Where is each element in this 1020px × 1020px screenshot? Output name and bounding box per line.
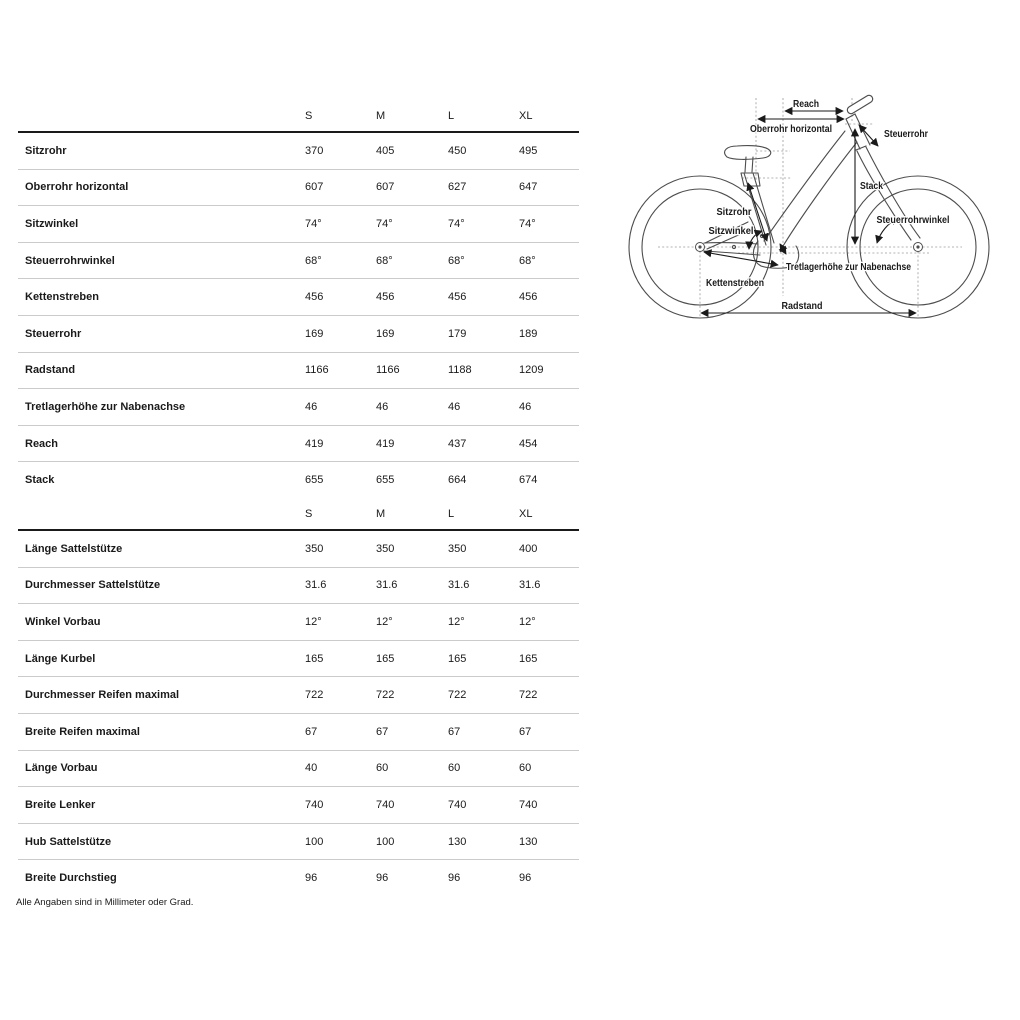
geometry-row-label: Länge Kurbel <box>25 652 96 665</box>
geometry-row-label: Winkel Vorbau <box>25 615 101 628</box>
geometry-value: 740 <box>448 798 467 811</box>
stack-label: Stack <box>860 180 884 192</box>
geometry-row <box>18 462 579 498</box>
geometry-value: 350 <box>376 542 395 555</box>
geometry-row <box>18 604 579 641</box>
geometry-row <box>18 316 579 353</box>
geometry-value: 1209 <box>519 364 544 377</box>
geometry-row <box>18 677 579 714</box>
geometry-row <box>18 824 579 861</box>
geometry-value: 46 <box>376 400 389 413</box>
geometry-row-label: Kettenstreben <box>25 291 99 304</box>
geometry-value: 419 <box>376 437 395 450</box>
geometry-row <box>18 426 579 463</box>
geometry-row-label: Oberrohr horizontal <box>25 181 129 194</box>
geometry-value: 74° <box>519 217 536 230</box>
geometry-value: 655 <box>376 474 395 487</box>
down-tube-lower-line <box>780 142 857 251</box>
size-column-header: S <box>305 507 313 520</box>
geometry-value: 46 <box>305 400 318 413</box>
geometry-value: 454 <box>519 437 538 450</box>
geometry-row-label: Durchmesser Reifen maximal <box>25 689 180 702</box>
geometry-value: 12° <box>376 615 393 628</box>
geometry-value: 419 <box>305 437 324 450</box>
geometry-value: 722 <box>376 689 395 702</box>
geometry-value: 96 <box>376 872 389 885</box>
geometry-value: 68° <box>519 254 536 267</box>
geometry-value: 647 <box>519 181 538 194</box>
size-column-header: M <box>376 109 386 122</box>
frame-geometry-rows <box>18 133 579 498</box>
geometry-value: 67 <box>376 725 389 738</box>
geometry-value: 31.6 <box>305 579 327 592</box>
front-axle-dot <box>916 245 919 248</box>
geometry-value: 740 <box>376 798 395 811</box>
geometry-row-label: Hub Sattelstütze <box>25 835 112 848</box>
geometry-row <box>18 860 579 896</box>
geometry-value: 400 <box>519 542 538 555</box>
geometry-value: 169 <box>376 327 395 340</box>
geometry-value: 74° <box>305 217 322 230</box>
geometry-value: 456 <box>305 291 324 304</box>
geometry-value: 165 <box>519 652 538 665</box>
geometry-row-label: Breite Durchstieg <box>25 872 117 885</box>
geometry-row <box>18 751 579 788</box>
steuerrohrwinkel-label: Steuerrohrwinkel <box>876 214 950 226</box>
geometry-value: 67 <box>305 725 318 738</box>
geometry-row <box>18 279 579 316</box>
geometry-row-label: Radstand <box>25 364 76 377</box>
geometry-row-label: Tretlagerhöhe zur Nabenachse <box>25 400 186 413</box>
geometry-value: 40 <box>305 762 318 775</box>
size-column-header: XL <box>519 507 533 520</box>
geometry-row <box>18 641 579 678</box>
size-column-header: L <box>448 507 455 520</box>
geometry-row-label: Länge Vorbau <box>25 762 98 775</box>
geometry-value: 68° <box>305 254 322 267</box>
geometry-value: 722 <box>519 689 538 702</box>
geometry-value: 1166 <box>305 364 329 377</box>
geometry-value: 60 <box>519 762 532 775</box>
geometry-value: 722 <box>448 689 467 702</box>
geometry-value: 60 <box>448 762 461 775</box>
down-tube-upper-line <box>764 131 845 241</box>
geometry-row <box>18 133 579 170</box>
geometry-value: 350 <box>448 542 467 555</box>
geometry-row-label: Stack <box>25 474 55 487</box>
geometry-value: 350 <box>305 542 324 555</box>
geometry-value: 456 <box>519 291 538 304</box>
geometry-row-label: Steuerrohrwinkel <box>25 254 115 267</box>
size-column-header: M <box>376 507 386 520</box>
component-geometry-table <box>18 498 579 896</box>
sitzwinkel-label: Sitzwinkel <box>708 225 754 237</box>
geometry-value: 31.6 <box>519 579 541 592</box>
geometry-row <box>18 206 579 243</box>
geometry-value: 165 <box>305 652 324 665</box>
fork-crown <box>856 146 866 150</box>
kettenstreben-label: Kettenstreben <box>706 277 764 289</box>
geometry-value: 96 <box>305 872 318 885</box>
geometry-row <box>18 389 579 426</box>
radstand-label: Radstand <box>781 300 823 312</box>
frame-geometry-table <box>18 100 579 498</box>
geometry-row <box>18 353 579 390</box>
geometry-row-label: Länge Sattelstütze <box>25 542 123 555</box>
rear-axle-dot <box>698 245 701 248</box>
frame-bolt-2 <box>760 234 763 237</box>
seat-clamp <box>741 173 760 186</box>
sitzrohr-label: Sitzrohr <box>716 206 752 218</box>
geometry-row-label: Sitzwinkel <box>25 217 79 230</box>
geometry-value: 46 <box>448 400 461 413</box>
geometry-value: 165 <box>376 652 395 665</box>
geometry-value: 674 <box>519 474 538 487</box>
geometry-value: 722 <box>305 689 324 702</box>
geometry-row-label: Reach <box>25 437 59 450</box>
geometry-value: 456 <box>376 291 395 304</box>
geometry-value: 68° <box>376 254 393 267</box>
geometry-value: 495 <box>519 144 538 157</box>
head-tube-front <box>846 119 860 149</box>
size-header-row <box>18 100 579 133</box>
geometry-value: 437 <box>448 437 467 450</box>
reach-label: Reach <box>793 98 819 110</box>
geometry-value: 67 <box>519 725 532 738</box>
geometry-value: 96 <box>519 872 532 885</box>
geometry-value: 100 <box>305 835 324 848</box>
geometry-row <box>18 714 579 751</box>
geometry-row-label: Breite Reifen maximal <box>25 725 140 738</box>
geometry-value: 12° <box>519 615 536 628</box>
steuerrohr-label: Steuerrohr <box>884 128 928 140</box>
geometry-row-label: Steuerrohr <box>25 327 82 340</box>
geometry-row <box>18 531 579 568</box>
tretlagerhoehe-label: Tretlagerhöhe zur Nabenachse <box>786 261 912 273</box>
geometry-value: 67 <box>448 725 461 738</box>
fork-blade-left <box>857 151 911 240</box>
geometry-value: 179 <box>448 327 467 340</box>
geometry-value: 31.6 <box>376 579 398 592</box>
geometry-row-label: Breite Lenker <box>25 798 96 811</box>
geometry-value: 100 <box>376 835 395 848</box>
geometry-value: 130 <box>448 835 467 848</box>
geometry-value: 450 <box>448 144 467 157</box>
geometry-value: 169 <box>305 327 324 340</box>
geometry-value: 655 <box>305 474 324 487</box>
oberrohr-label: Oberrohr horizontal <box>750 123 833 135</box>
geometry-row-label: Sitzrohr <box>25 144 67 157</box>
units-footnote: Alle Angaben sind in Millimeter oder Grad. <box>16 897 194 908</box>
geometry-value: 165 <box>448 652 467 665</box>
geometry-row <box>18 787 579 824</box>
geometry-value: 740 <box>305 798 324 811</box>
geometry-value: 456 <box>448 291 467 304</box>
geometry-value: 607 <box>376 181 395 194</box>
saddle <box>725 146 771 160</box>
geometry-value: 405 <box>376 144 395 157</box>
geometry-value: 74° <box>376 217 393 230</box>
geometry-value: 1166 <box>376 364 400 377</box>
geometry-row-label: Durchmesser Sattelstütze <box>25 579 161 592</box>
geometry-value: 12° <box>448 615 465 628</box>
geometry-row <box>18 243 579 280</box>
size-header-row <box>18 498 579 531</box>
geometry-value: 130 <box>519 835 538 848</box>
size-column-header: L <box>448 109 455 122</box>
geometry-value: 1188 <box>448 364 472 377</box>
geometry-value: 60 <box>376 762 389 775</box>
bike-geometry-diagram <box>615 80 1015 325</box>
geometry-value: 96 <box>448 872 461 885</box>
geometry-value: 627 <box>448 181 467 194</box>
geometry-value: 189 <box>519 327 538 340</box>
geometry-value: 46 <box>519 400 532 413</box>
geometry-value: 74° <box>448 217 465 230</box>
geometry-value: 12° <box>305 615 322 628</box>
head-tube-top-cap <box>846 114 855 119</box>
component-geometry-rows <box>18 531 579 896</box>
geometry-value: 740 <box>519 798 538 811</box>
size-column-header: XL <box>519 109 533 122</box>
geometry-value: 68° <box>448 254 465 267</box>
geometry-value: 31.6 <box>448 579 470 592</box>
geometry-row <box>18 568 579 605</box>
size-column-header: S <box>305 109 313 122</box>
diagram-labels <box>706 98 950 312</box>
geometry-row <box>18 170 579 207</box>
geometry-value: 664 <box>448 474 467 487</box>
geometry-value: 607 <box>305 181 324 194</box>
geometry-value: 370 <box>305 144 324 157</box>
